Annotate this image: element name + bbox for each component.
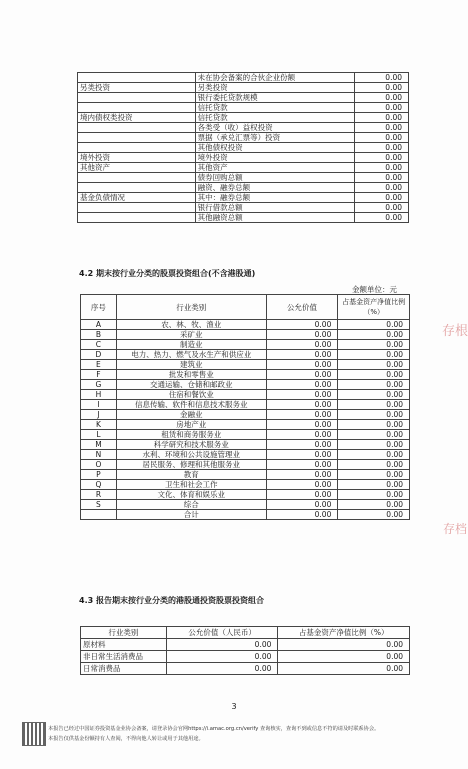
side-stamp-bottom: 存档 (442, 522, 467, 536)
asset-item: 各类受（收）益权投资 (195, 123, 355, 133)
industry-ratio: 0.00 (338, 470, 410, 480)
asset-item: 其他资产 (195, 163, 355, 173)
hk-fair-value: 0.00 (166, 651, 278, 663)
asset-value: 0.00 (355, 153, 409, 163)
industry-code: K (81, 420, 117, 430)
industry-ratio: 0.00 (338, 510, 410, 520)
industry-code: O (81, 460, 117, 470)
footer-line-2: 本报告仅供基金份额持有人查阅，不得向他人转让或用于其他用途。 (48, 736, 204, 742)
hk-ratio: 0.00 (278, 663, 410, 675)
industry-fair-value: 0.00 (266, 490, 338, 500)
industry-fair-value: 0.00 (266, 430, 338, 440)
qr-code-icon (22, 722, 46, 746)
asset-item: 债券回购总额 (195, 173, 355, 183)
hk-industry-name: 日常消费品 (81, 663, 167, 675)
hk-industry-name: 非日常生活消费品 (81, 651, 167, 663)
header-code: 序号 (81, 295, 117, 320)
asset-row (78, 183, 409, 193)
industry-fair-value: 0.00 (266, 390, 338, 400)
industry-name: 文化、体育和娱乐业 (116, 490, 266, 500)
industry-row (81, 320, 410, 330)
industry-ratio: 0.00 (338, 350, 410, 360)
asset-row (78, 133, 409, 143)
industry-ratio: 0.00 (338, 440, 410, 450)
industry-code: M (81, 440, 117, 450)
asset-item: 未在协会备案的合伙企业份额 (195, 73, 355, 83)
industry-fair-value: 0.00 (266, 380, 338, 390)
industry-ratio: 0.00 (338, 420, 410, 430)
hk-ratio: 0.00 (278, 651, 410, 663)
industry-ratio: 0.00 (338, 330, 410, 340)
industry-fair-value: 0.00 (266, 330, 338, 340)
footer-line-1: 本报告已经过中国证券投资基金业协会备案，请登录协会官网https://i.amac.org.cn/verify 查询核实，查询不到或信息不符的请及时联系协会。 (48, 726, 380, 732)
asset-item: 其他融资总额 (195, 213, 355, 223)
industry-name: 合计 (116, 510, 266, 520)
industry-name: 租赁和商务服务业 (116, 430, 266, 440)
industry-code: D (81, 350, 117, 360)
asset-value: 0.00 (355, 133, 409, 143)
industry-name: 科学研究和技术服务业 (116, 440, 266, 450)
asset-value: 0.00 (355, 193, 409, 203)
asset-row (78, 193, 409, 203)
asset-value: 0.00 (355, 123, 409, 133)
asset-category: 境内债权类投资 (78, 113, 196, 123)
asset-category (78, 133, 196, 143)
industry-row (81, 350, 410, 360)
asset-value: 0.00 (355, 103, 409, 113)
asset-category (78, 143, 196, 153)
asset-row (78, 123, 409, 133)
asset-category (78, 213, 196, 223)
asset-item: 信托贷款 (195, 113, 355, 123)
asset-category (78, 73, 196, 83)
industry-row (81, 400, 410, 410)
industry-fair-value: 0.00 (266, 450, 338, 460)
asset-category: 其他资产 (78, 163, 196, 173)
industry-fair-value: 0.00 (266, 500, 338, 510)
header-industry: 行业类别 (81, 627, 167, 639)
header-ratio: 占基金资产净值比例（%） (278, 627, 410, 639)
side-stamp-top: 存根 (442, 324, 468, 339)
industry-name: 房地产业 (116, 420, 266, 430)
industry-name: 信息传输、软件和信息技术服务业 (116, 400, 266, 410)
industry-name: 批发和零售业 (116, 370, 266, 380)
industry-row (81, 510, 410, 520)
industry-fair-value: 0.00 (266, 360, 338, 370)
industry-fair-value: 0.00 (266, 370, 338, 380)
asset-category: 基金负债情况 (78, 193, 196, 203)
industry-fair-value: 0.00 (266, 480, 338, 490)
industry-code: C (81, 340, 117, 350)
industry-row (81, 490, 410, 500)
page-number: 3 (231, 702, 237, 711)
asset-value: 0.00 (355, 73, 409, 83)
industry-row (81, 370, 410, 380)
industry-ratio: 0.00 (338, 380, 410, 390)
asset-row (78, 73, 409, 83)
industry-name: 教育 (116, 470, 266, 480)
industry-code: B (81, 330, 117, 340)
industry-name: 制造业 (116, 340, 266, 350)
industry-name: 综合 (116, 500, 266, 510)
industry-row (81, 500, 410, 510)
industry-ratio: 0.00 (338, 410, 410, 420)
industry-fair-value: 0.00 (266, 400, 338, 410)
industry-row (81, 450, 410, 460)
header-ratio: 占基金资产净值比例（%） (338, 295, 410, 320)
hk-industry-row (81, 663, 410, 675)
industry-name: 交通运输、仓储和邮政业 (116, 380, 266, 390)
header-fair-value: 公允价值 (266, 295, 338, 320)
asset-value: 0.00 (355, 203, 409, 213)
industry-ratio: 0.00 (338, 430, 410, 440)
asset-row (78, 83, 409, 93)
industry-code: P (81, 470, 117, 480)
hk-connect-industry-table (80, 626, 410, 675)
asset-row (78, 153, 409, 163)
asset-category (78, 123, 196, 133)
industry-row (81, 420, 410, 430)
industry-name: 金融业 (116, 410, 266, 420)
industry-fair-value: 0.00 (266, 510, 338, 520)
hk-fair-value: 0.00 (166, 639, 278, 651)
header-fair-value-rmb: 公允价值（人民币） (166, 627, 278, 639)
hk-industry-row (81, 639, 410, 651)
industry-fair-value: 0.00 (266, 460, 338, 470)
industry-row (81, 380, 410, 390)
industry-code: F (81, 370, 117, 380)
industry-ratio: 0.00 (338, 460, 410, 470)
industry-ratio: 0.00 (338, 400, 410, 410)
asset-category: 另类投资 (78, 83, 196, 93)
hk-fair-value: 0.00 (166, 663, 278, 675)
asset-item: 融资、融券总额 (195, 183, 355, 193)
asset-value: 0.00 (355, 143, 409, 153)
industry-ratio: 0.00 (338, 360, 410, 370)
industry-code: J (81, 410, 117, 420)
industry-stock-table (80, 294, 410, 520)
footer-note (48, 724, 416, 744)
asset-row (78, 143, 409, 153)
industry-row (81, 460, 410, 470)
asset-item: 银行委托贷款规模 (195, 93, 355, 103)
asset-row (78, 213, 409, 223)
industry-fair-value: 0.00 (266, 420, 338, 430)
asset-item: 其中：融券总额 (195, 193, 355, 203)
industry-ratio: 0.00 (338, 390, 410, 400)
industry-code: G (81, 380, 117, 390)
asset-item: 其他债权投资 (195, 143, 355, 153)
industry-code: H (81, 390, 117, 400)
asset-category: 境外投资 (78, 153, 196, 163)
industry-row (81, 330, 410, 340)
industry-code: L (81, 430, 117, 440)
hk-ratio: 0.00 (278, 639, 410, 651)
industry-row (81, 470, 410, 480)
industry-ratio: 0.00 (338, 500, 410, 510)
industry-ratio: 0.00 (338, 320, 410, 330)
industry-ratio: 0.00 (338, 480, 410, 490)
asset-row (78, 173, 409, 183)
industry-fair-value: 0.00 (266, 320, 338, 330)
asset-row (78, 163, 409, 173)
asset-category (78, 183, 196, 193)
asset-item: 银行借款总额 (195, 203, 355, 213)
asset-item: 票据（承兑汇票等）投资 (195, 133, 355, 143)
asset-category (78, 173, 196, 183)
asset-item: 另类投资 (195, 83, 355, 93)
industry-ratio: 0.00 (338, 450, 410, 460)
industry-fair-value: 0.00 (266, 410, 338, 420)
header-industry: 行业类别 (116, 295, 266, 320)
asset-category (78, 203, 196, 213)
industry-row (81, 440, 410, 450)
asset-allocation-table (77, 72, 409, 223)
industry-name: 电力、热力、燃气及水生产和供应业 (116, 350, 266, 360)
section-4-2-title: 4.2 期末按行业分类的股票投资组合(不含港股通) (79, 269, 256, 278)
amount-unit-label: 金额单位：元 (352, 285, 397, 294)
asset-value: 0.00 (355, 213, 409, 223)
industry-name: 水利、环境和公共设施管理业 (116, 450, 266, 460)
industry-fair-value: 0.00 (266, 340, 338, 350)
industry-code (81, 510, 117, 520)
asset-value: 0.00 (355, 173, 409, 183)
asset-row (78, 93, 409, 103)
industry-ratio: 0.00 (338, 370, 410, 380)
asset-row (78, 113, 409, 123)
asset-value: 0.00 (355, 113, 409, 123)
asset-item: 信托贷款 (195, 103, 355, 113)
industry-code: I (81, 400, 117, 410)
asset-value: 0.00 (355, 93, 409, 103)
asset-value: 0.00 (355, 163, 409, 173)
hk-industry-row (81, 651, 410, 663)
industry-code: S (81, 500, 117, 510)
industry-ratio: 0.00 (338, 340, 410, 350)
industry-row (81, 480, 410, 490)
industry-code: A (81, 320, 117, 330)
industry-row (81, 390, 410, 400)
industry-code: N (81, 450, 117, 460)
industry-fair-value: 0.00 (266, 350, 338, 360)
asset-value: 0.00 (355, 83, 409, 93)
industry-ratio: 0.00 (338, 490, 410, 500)
asset-item: 境外投资 (195, 153, 355, 163)
asset-value: 0.00 (355, 183, 409, 193)
asset-row (78, 203, 409, 213)
industry-fair-value: 0.00 (266, 440, 338, 450)
industry-code: E (81, 360, 117, 370)
section-4-3-title: 4.3 报告期末按行业分类的港股通投资股票投资组合 (79, 596, 264, 605)
industry-name: 农、林、牧、渔业 (116, 320, 266, 330)
industry-row (81, 340, 410, 350)
industry-name: 住宿和餐饮业 (116, 390, 266, 400)
industry-name: 卫生和社会工作 (116, 480, 266, 490)
industry-name: 建筑业 (116, 360, 266, 370)
industry-row (81, 430, 410, 440)
industry-row (81, 360, 410, 370)
industry-name: 采矿业 (116, 330, 266, 340)
hk-industry-name: 原材料 (81, 639, 167, 651)
asset-row (78, 103, 409, 113)
asset-category (78, 93, 196, 103)
industry-name: 居民服务、修理和其他服务业 (116, 460, 266, 470)
industry-code: Q (81, 480, 117, 490)
industry-fair-value: 0.00 (266, 470, 338, 480)
industry-code: R (81, 490, 117, 500)
industry-row (81, 410, 410, 420)
asset-category (78, 103, 196, 113)
